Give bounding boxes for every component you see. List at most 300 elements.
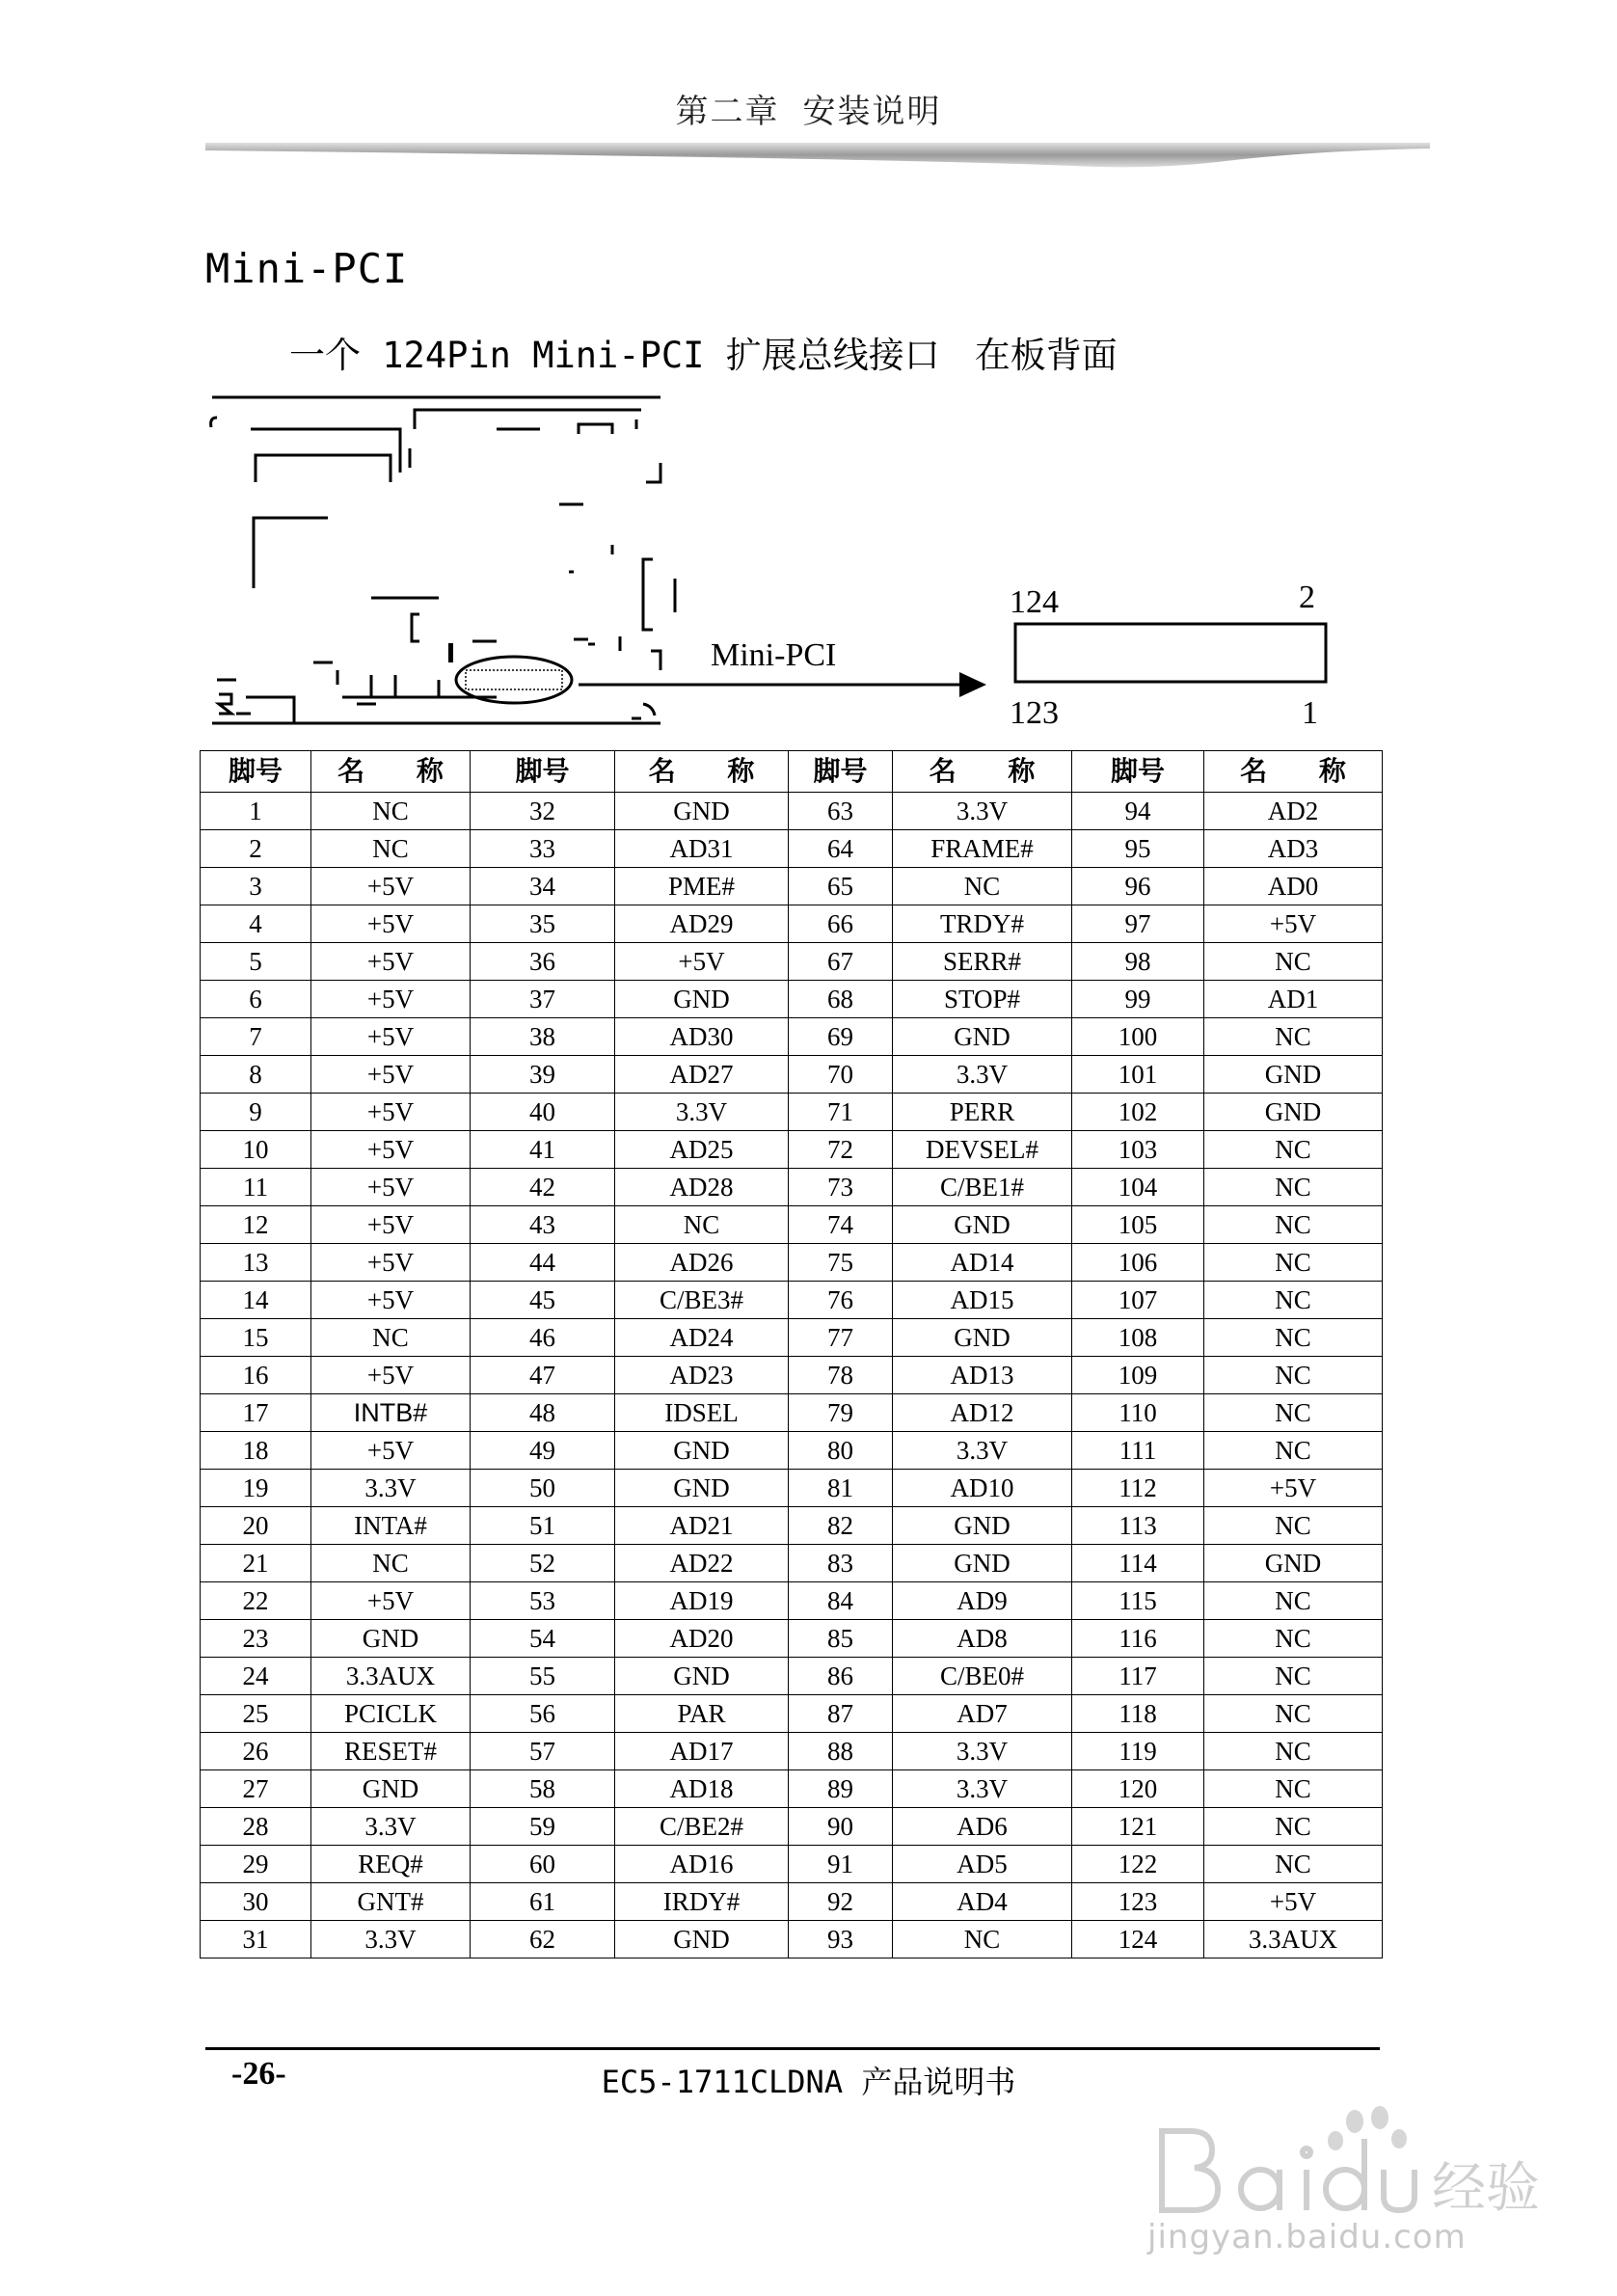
pin-signal-cell: 3.3V (893, 793, 1072, 830)
pin-signal-cell: +5V (311, 1206, 471, 1244)
pin-number-cell: 54 (471, 1620, 615, 1658)
pin-number-cell: 91 (789, 1846, 893, 1883)
pin-signal-cell: GND (893, 1507, 1072, 1545)
pin-signal-cell: PCICLK (311, 1695, 471, 1733)
pin-signal-cell: PME# (615, 868, 789, 905)
pin-signal-cell: NC (893, 868, 1072, 905)
pin-number-cell: 52 (471, 1545, 615, 1582)
pin-signal-cell: AD9 (893, 1582, 1072, 1620)
pin-signal-cell: AD17 (615, 1733, 789, 1770)
pin-signal-cell: NC (1204, 1432, 1383, 1470)
pin-signal-cell: DEVSEL# (893, 1131, 1072, 1169)
pin-signal-cell: NC (1204, 1507, 1383, 1545)
pin-number-cell: 89 (789, 1770, 893, 1808)
pin-number-cell: 20 (201, 1507, 311, 1545)
pin-signal-cell: +5V (311, 1282, 471, 1319)
pin-number-cell: 87 (789, 1695, 893, 1733)
pin-signal-cell: AD1 (1204, 981, 1383, 1018)
pin-signal-cell: +5V (1204, 905, 1383, 943)
pin-number-cell: 56 (471, 1695, 615, 1733)
pin-number-cell: 24 (201, 1658, 311, 1695)
pin-number-cell: 41 (471, 1131, 615, 1169)
pin-124-label: 124 (1010, 584, 1059, 620)
pin-signal-cell: AD30 (615, 1018, 789, 1056)
pin-signal-cell: AD23 (615, 1357, 789, 1394)
pin-number-cell: 15 (201, 1319, 311, 1357)
pin-number-cell: 67 (789, 943, 893, 981)
section-title: Mini-PCI (205, 245, 409, 292)
pin-signal-cell: AD24 (615, 1319, 789, 1357)
pin-number-cell: 65 (789, 868, 893, 905)
pin-signal-cell: NC (1204, 1357, 1383, 1394)
pin-number-cell: 38 (471, 1018, 615, 1056)
pin-signal-cell: AD29 (615, 905, 789, 943)
table-row (201, 1394, 1383, 1432)
pin-signal-cell: AD6 (893, 1808, 1072, 1846)
pin-signal-cell: NC (311, 1545, 471, 1582)
table-row (201, 1883, 1383, 1921)
pin-signal-cell: NC (1204, 1808, 1383, 1846)
pin-signal-cell: C/BE2# (615, 1808, 789, 1846)
table-row (201, 830, 1383, 868)
pin-number-cell: 28 (201, 1808, 311, 1846)
footer-rule (205, 2047, 1380, 2050)
arrow (579, 672, 986, 697)
pin-number-cell: 93 (789, 1921, 893, 1958)
pin-signal-cell: NC (1204, 1394, 1383, 1432)
pin-number-cell: 12 (201, 1206, 311, 1244)
pin-signal-cell: 3.3AUX (1204, 1921, 1383, 1958)
pin-number-cell: 48 (471, 1394, 615, 1432)
header-name-4: 名 称 (1204, 751, 1383, 793)
pin-signal-cell: INTB# (311, 1394, 471, 1432)
table-row (201, 1808, 1383, 1846)
table-row (201, 1695, 1383, 1733)
pin-signal-cell: NC (1204, 1620, 1383, 1658)
pin-number-cell: 71 (789, 1094, 893, 1131)
pin-number-cell: 42 (471, 1169, 615, 1206)
pin-number-cell: 105 (1072, 1206, 1204, 1244)
table-row (201, 1432, 1383, 1470)
pin-signal-cell: +5V (311, 981, 471, 1018)
pin-1-label: 1 (1302, 695, 1318, 731)
pin-number-cell: 85 (789, 1620, 893, 1658)
pin-signal-cell: TRDY# (893, 905, 1072, 943)
pin-number-cell: 2 (201, 830, 311, 868)
pin-number-cell: 34 (471, 868, 615, 905)
table-row (201, 1620, 1383, 1658)
pin-number-cell: 5 (201, 943, 311, 981)
pin-signal-cell: 3.3V (311, 1921, 471, 1958)
pin-signal-cell: NC (1204, 1319, 1383, 1357)
pin-signal-cell: INTA# (311, 1507, 471, 1545)
pin-number-cell: 18 (201, 1432, 311, 1470)
pin-number-cell: 9 (201, 1094, 311, 1131)
pin-number-cell: 120 (1072, 1770, 1204, 1808)
pin-signal-cell: REQ# (311, 1846, 471, 1883)
pin-number-cell: 119 (1072, 1733, 1204, 1770)
table-row (201, 1169, 1383, 1206)
header-rule (205, 141, 1430, 170)
pin-signal-cell: AD21 (615, 1507, 789, 1545)
table-row (201, 1507, 1383, 1545)
pin-number-cell: 99 (1072, 981, 1204, 1018)
pin-number-cell: 30 (201, 1883, 311, 1921)
pin-number-cell: 16 (201, 1357, 311, 1394)
pin-signal-cell: GND (1204, 1056, 1383, 1094)
pin-signal-cell: GND (1204, 1545, 1383, 1582)
pin-number-cell: 73 (789, 1169, 893, 1206)
pin-signal-cell: C/BE3# (615, 1282, 789, 1319)
table-row (201, 1846, 1383, 1883)
pin-signal-cell: GND (893, 1018, 1072, 1056)
pin-number-cell: 104 (1072, 1169, 1204, 1206)
pin-number-cell: 31 (201, 1921, 311, 1958)
pin-number-cell: 116 (1072, 1620, 1204, 1658)
pin-number-cell: 124 (1072, 1921, 1204, 1958)
pin-number-cell: 121 (1072, 1808, 1204, 1846)
section-intro (289, 326, 1118, 378)
pin-signal-cell: C/BE0# (893, 1658, 1072, 1695)
pin-number-cell: 1 (201, 793, 311, 830)
pin-signal-cell: +5V (311, 1131, 471, 1169)
board-diagram (207, 391, 1364, 738)
pin-signal-cell: AD2 (1204, 793, 1383, 830)
pin-signal-cell: IRDY# (615, 1883, 789, 1921)
pin-number-cell: 100 (1072, 1018, 1204, 1056)
pin-signal-cell: +5V (311, 1056, 471, 1094)
pin-signal-cell: NC (1204, 1018, 1383, 1056)
pin-signal-cell: AD27 (615, 1056, 789, 1094)
pin-number-cell: 19 (201, 1470, 311, 1507)
pin-number-cell: 118 (1072, 1695, 1204, 1733)
pin-signal-cell: AD19 (615, 1582, 789, 1620)
pin-signal-cell: NC (1204, 1733, 1383, 1770)
pin-signal-cell: GND (1204, 1094, 1383, 1131)
header-pin-3: 脚号 (789, 751, 893, 793)
pin-signal-cell: STOP# (893, 981, 1072, 1018)
pin-number-cell: 17 (201, 1394, 311, 1432)
pin-signal-cell: AD28 (615, 1169, 789, 1206)
table-row (201, 1282, 1383, 1319)
pin-number-cell: 25 (201, 1695, 311, 1733)
pin-number-cell: 7 (201, 1018, 311, 1056)
header-name-2: 名 称 (615, 751, 789, 793)
pin-number-cell: 32 (471, 793, 615, 830)
pin-number-cell: 72 (789, 1131, 893, 1169)
pin-signal-cell: 3.3V (615, 1094, 789, 1131)
pin-signal-cell: GND (311, 1620, 471, 1658)
pin-signal-cell: AD16 (615, 1846, 789, 1883)
pin-signal-cell: NC (1204, 943, 1383, 981)
intro-text: 一个 124Pin Mini-PCI 扩展总线接口 (289, 335, 940, 376)
pin-2-label: 2 (1299, 580, 1315, 615)
header-pin-2: 脚号 (471, 751, 615, 793)
table-row (201, 1131, 1383, 1169)
pin-signal-cell: AD15 (893, 1282, 1072, 1319)
pin-number-cell: 74 (789, 1206, 893, 1244)
table-row (201, 1582, 1383, 1620)
pin-number-cell: 76 (789, 1282, 893, 1319)
pin-signal-cell: AD14 (893, 1244, 1072, 1282)
pin-signal-cell: +5V (311, 1432, 471, 1470)
pin-number-cell: 107 (1072, 1282, 1204, 1319)
pin-signal-cell: NC (1204, 1131, 1383, 1169)
pin-number-cell: 39 (471, 1056, 615, 1094)
pin-number-cell: 22 (201, 1582, 311, 1620)
pin-number-cell: 88 (789, 1733, 893, 1770)
pin-number-cell: 33 (471, 830, 615, 868)
table-row (201, 1018, 1383, 1056)
pin-number-cell: 95 (1072, 830, 1204, 868)
pin-number-cell: 68 (789, 981, 893, 1018)
table-row (201, 981, 1383, 1018)
pin-signal-cell: AD10 (893, 1470, 1072, 1507)
connector-label: Mini-PCI (711, 637, 837, 673)
pin-signal-cell: NC (1204, 1582, 1383, 1620)
pin-number-cell: 94 (1072, 793, 1204, 830)
pin-signal-cell: GND (615, 1470, 789, 1507)
pin-number-cell: 40 (471, 1094, 615, 1131)
pin-signal-cell: +5V (311, 1094, 471, 1131)
pin-signal-cell: GNT# (311, 1883, 471, 1921)
pin-signal-cell: AD13 (893, 1357, 1072, 1394)
pin-number-cell: 103 (1072, 1131, 1204, 1169)
pin-number-cell: 55 (471, 1658, 615, 1695)
pin-signal-cell: NC (311, 830, 471, 868)
pin-table (200, 750, 1383, 1958)
pin-signal-cell: AD25 (615, 1131, 789, 1169)
pin-number-cell: 62 (471, 1921, 615, 1958)
pin-number-cell: 83 (789, 1545, 893, 1582)
pin-signal-cell: GND (615, 793, 789, 830)
pin-signal-cell: 3.3AUX (311, 1658, 471, 1695)
header-name-1: 名 称 (311, 751, 471, 793)
pin-number-cell: 78 (789, 1357, 893, 1394)
pin-signal-cell: NC (1204, 1244, 1383, 1282)
pin-signal-cell: GND (311, 1770, 471, 1808)
pin-signal-cell: +5V (311, 1018, 471, 1056)
pin-signal-cell: RESET# (311, 1733, 471, 1770)
table-row (201, 1733, 1383, 1770)
pin-number-cell: 21 (201, 1545, 311, 1582)
pin-signal-cell: +5V (311, 943, 471, 981)
connector-outline (1015, 624, 1326, 682)
pin-number-cell: 23 (201, 1620, 311, 1658)
pin-number-cell: 58 (471, 1770, 615, 1808)
watermark-url: jingyan.baidu.com (1147, 2218, 1467, 2256)
pin-signal-cell: IDSEL (615, 1394, 789, 1432)
pin-number-cell: 35 (471, 905, 615, 943)
pin-number-cell: 66 (789, 905, 893, 943)
pin-123-label: 123 (1010, 695, 1059, 731)
table-row (201, 1921, 1383, 1958)
header-pin-4: 脚号 (1072, 751, 1204, 793)
pin-number-cell: 117 (1072, 1658, 1204, 1695)
pin-number-cell: 77 (789, 1319, 893, 1357)
pin-signal-cell: GND (615, 1921, 789, 1958)
pin-signal-cell: +5V (311, 1244, 471, 1282)
pin-number-cell: 79 (789, 1394, 893, 1432)
pin-number-cell: 10 (201, 1131, 311, 1169)
pin-signal-cell: AD3 (1204, 830, 1383, 868)
pin-number-cell: 70 (789, 1056, 893, 1094)
pin-signal-cell: AD22 (615, 1545, 789, 1582)
pin-signal-cell: NC (1204, 1282, 1383, 1319)
pin-number-cell: 81 (789, 1470, 893, 1507)
pin-number-cell: 96 (1072, 868, 1204, 905)
pin-signal-cell: +5V (311, 1582, 471, 1620)
pin-number-cell: 92 (789, 1883, 893, 1921)
pin-number-cell: 45 (471, 1282, 615, 1319)
watermark-brand: 经验 (1432, 2157, 1540, 2220)
pin-signal-cell: AD18 (615, 1770, 789, 1808)
pin-number-cell: 3 (201, 868, 311, 905)
board-outline (211, 397, 675, 723)
intro-location: 在板背面 (974, 335, 1118, 376)
pin-number-cell: 106 (1072, 1244, 1204, 1282)
pin-signal-cell: GND (615, 981, 789, 1018)
pin-number-cell: 14 (201, 1282, 311, 1319)
pin-signal-cell: NC (615, 1206, 789, 1244)
pin-number-cell: 49 (471, 1432, 615, 1470)
pin-signal-cell: NC (1204, 1846, 1383, 1883)
pin-signal-cell: PAR (615, 1695, 789, 1733)
footer-title: EC5-1711CLDNA 产品说明书 (601, 2064, 1016, 2100)
pin-signal-cell: 3.3V (311, 1470, 471, 1507)
table-row (201, 1658, 1383, 1695)
table-row (201, 1206, 1383, 1244)
page-header (0, 85, 1617, 132)
pin-signal-cell: NC (893, 1921, 1072, 1958)
pin-signal-cell: NC (311, 793, 471, 830)
table-row (201, 1244, 1383, 1282)
chapter-title: 安装说明 (802, 93, 942, 131)
pin-number-cell: 50 (471, 1470, 615, 1507)
pin-signal-cell: FRAME# (893, 830, 1072, 868)
pin-number-cell: 113 (1072, 1507, 1204, 1545)
pin-number-cell: 114 (1072, 1545, 1204, 1582)
pin-signal-cell: AD5 (893, 1846, 1072, 1883)
pin-signal-cell: AD8 (893, 1620, 1072, 1658)
pin-number-cell: 98 (1072, 943, 1204, 981)
pin-number-cell: 37 (471, 981, 615, 1018)
pin-signal-cell: NC (1204, 1770, 1383, 1808)
chapter-number: 第二章 (675, 93, 780, 131)
pin-number-cell: 53 (471, 1582, 615, 1620)
pin-number-cell: 64 (789, 830, 893, 868)
pin-signal-cell: GND (893, 1206, 1072, 1244)
pin-number-cell: 63 (789, 793, 893, 830)
pin-number-cell: 26 (201, 1733, 311, 1770)
pin-signal-cell: +5V (615, 943, 789, 981)
pin-signal-cell: AD20 (615, 1620, 789, 1658)
table-header-row (201, 751, 1383, 793)
header-pin-1: 脚号 (201, 751, 311, 793)
table-row (201, 1545, 1383, 1582)
pin-number-cell: 109 (1072, 1357, 1204, 1394)
pin-number-cell: 59 (471, 1808, 615, 1846)
pin-table-body (201, 793, 1383, 1958)
pin-number-cell: 84 (789, 1582, 893, 1620)
pin-number-cell: 86 (789, 1658, 893, 1695)
pin-number-cell: 29 (201, 1846, 311, 1883)
pin-number-cell: 80 (789, 1432, 893, 1470)
pin-number-cell: 115 (1072, 1582, 1204, 1620)
table-row (201, 1470, 1383, 1507)
pin-number-cell: 102 (1072, 1094, 1204, 1131)
pin-number-cell: 112 (1072, 1470, 1204, 1507)
pin-signal-cell: NC (1204, 1695, 1383, 1733)
pin-signal-cell: +5V (311, 1357, 471, 1394)
mini-pci-slot (448, 643, 572, 703)
table-row (201, 943, 1383, 981)
pin-signal-cell: 3.3V (311, 1808, 471, 1846)
pin-number-cell: 110 (1072, 1394, 1204, 1432)
pin-signal-cell: +5V (1204, 1883, 1383, 1921)
pin-number-cell: 4 (201, 905, 311, 943)
pin-number-cell: 61 (471, 1883, 615, 1921)
pin-number-cell: 51 (471, 1507, 615, 1545)
pin-signal-cell: GND (893, 1319, 1072, 1357)
pin-signal-cell: NC (1204, 1658, 1383, 1695)
pin-signal-cell: 3.3V (893, 1770, 1072, 1808)
pin-number-cell: 47 (471, 1357, 615, 1394)
pin-number-cell: 8 (201, 1056, 311, 1094)
pin-signal-cell: +5V (1204, 1470, 1383, 1507)
pin-signal-cell: AD31 (615, 830, 789, 868)
table-row (201, 905, 1383, 943)
pin-number-cell: 123 (1072, 1883, 1204, 1921)
pin-signal-cell: +5V (311, 1169, 471, 1206)
baidu-watermark-logo (1152, 2093, 1557, 2237)
pin-signal-cell: 3.3V (893, 1432, 1072, 1470)
pin-number-cell: 75 (789, 1244, 893, 1282)
pin-signal-cell: NC (1204, 1169, 1383, 1206)
pin-signal-cell: +5V (311, 868, 471, 905)
pin-signal-cell: AD4 (893, 1883, 1072, 1921)
table-row (201, 1357, 1383, 1394)
pin-signal-cell: AD12 (893, 1394, 1072, 1432)
table-row (201, 1770, 1383, 1808)
pin-number-cell: 57 (471, 1733, 615, 1770)
pin-signal-cell: AD0 (1204, 868, 1383, 905)
pin-signal-cell: AD26 (615, 1244, 789, 1282)
table-row (201, 793, 1383, 830)
pin-number-cell: 82 (789, 1507, 893, 1545)
pin-number-cell: 36 (471, 943, 615, 981)
pin-number-cell: 27 (201, 1770, 311, 1808)
pin-number-cell: 97 (1072, 905, 1204, 943)
pin-signal-cell: GND (615, 1658, 789, 1695)
pin-signal-cell: 3.3V (893, 1733, 1072, 1770)
pin-signal-cell: AD7 (893, 1695, 1072, 1733)
pin-number-cell: 43 (471, 1206, 615, 1244)
pin-number-cell: 46 (471, 1319, 615, 1357)
table-row (201, 1056, 1383, 1094)
pin-number-cell: 122 (1072, 1846, 1204, 1883)
pin-number-cell: 90 (789, 1808, 893, 1846)
pin-number-cell: 11 (201, 1169, 311, 1206)
pin-signal-cell: GND (893, 1545, 1072, 1582)
pin-number-cell: 60 (471, 1846, 615, 1883)
pin-signal-cell: +5V (311, 905, 471, 943)
pin-number-cell: 101 (1072, 1056, 1204, 1094)
page-number: -26- (231, 2056, 286, 2092)
pin-signal-cell: C/BE1# (893, 1169, 1072, 1206)
pin-number-cell: 69 (789, 1018, 893, 1056)
pin-signal-cell: NC (311, 1319, 471, 1357)
